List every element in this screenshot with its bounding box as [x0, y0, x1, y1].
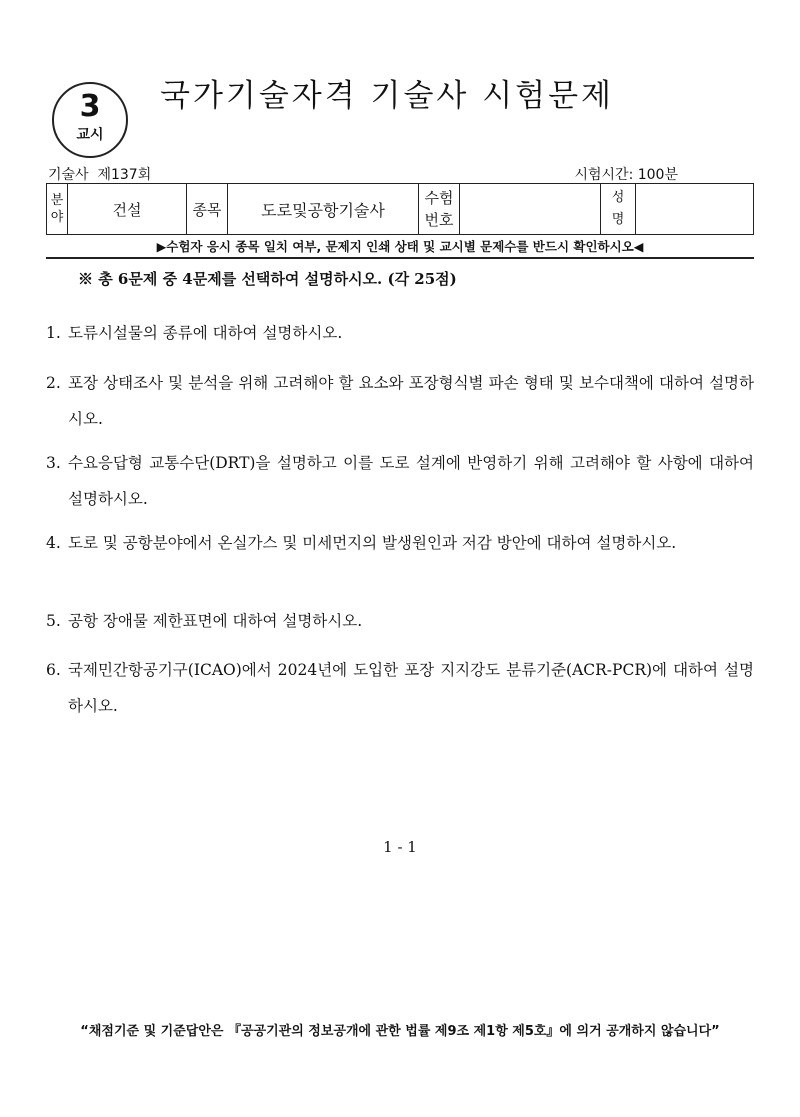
- name-label: 성 명: [601, 184, 636, 235]
- info-table: [46, 183, 754, 235]
- question-3: [46, 445, 754, 517]
- question-number: 6.: [46, 661, 61, 679]
- question-number: 1.: [46, 324, 61, 342]
- field-value: 건설: [68, 184, 187, 235]
- field-label: 분 야: [47, 184, 68, 235]
- footer-notice: “채점기준 및 기준답안은 『공공기관의 정보공개에 관한 법률 제9조 제1항 제5호』에 의거 공개하지 않습니다”: [80, 1024, 720, 1039]
- question-text: 수요응답형 교통수단(DRT)을 설명하고 이를 도로 설계에 반영하기 위해 고려해야 할 사항에 대하여 설명하시오.: [68, 454, 754, 508]
- category-value: 도로및공항기술사: [228, 184, 419, 235]
- exam-time: 시험시간: 100분: [574, 167, 678, 183]
- exam-name: 기술사 제137회: [48, 167, 152, 183]
- question-2: [46, 365, 754, 437]
- notice-text: ▶수험자 응시 종목 일치 여부, 문제지 인쇄 상태 및 교시별 문제수를 반드시 확인하시오◀: [156, 239, 644, 254]
- question-text: 도로 및 공항분야에서 온실가스 및 미세먼지의 발생원인과 저감 방안에 대하여 설명하시오.: [68, 534, 677, 552]
- question-text: 공항 장애물 제한표면에 대하여 설명하시오.: [68, 612, 363, 630]
- question-number: 3.: [46, 454, 61, 472]
- name-field[interactable]: [636, 184, 754, 235]
- question-text: 도류시설물의 종류에 대하여 설명하시오.: [68, 324, 343, 342]
- question-number: 4.: [46, 534, 61, 552]
- session-number: 3: [79, 89, 101, 124]
- page-number: 1 - 1: [383, 838, 417, 856]
- divider: [46, 257, 754, 259]
- question-5: [46, 603, 754, 639]
- exam-no-label: 수험 번호: [419, 184, 460, 235]
- session-badge: [52, 82, 128, 158]
- question-6: [46, 652, 754, 724]
- question-text: 포장 상태조사 및 분석을 위해 고려해야 할 요소와 포장형식별 파손 형태 및 보수대책에 대하여 설명하시오.: [68, 374, 754, 428]
- category-label: 종목: [187, 184, 228, 235]
- exam-no-field[interactable]: [460, 184, 601, 235]
- session-label: 교시: [76, 127, 104, 143]
- instruction-text: ※ 총 6문제 중 4문제를 선택하여 설명하시오. (각 25점): [78, 270, 457, 288]
- question-number: 2.: [46, 374, 61, 392]
- question-number: 5.: [46, 612, 61, 630]
- question-4: [46, 525, 754, 561]
- question-text: 국제민간항공기구(ICAO)에서 2024년에 도입한 포장 지지강도 분류기준(ACR-PCR)에 대하여 설명하시오.: [68, 661, 754, 715]
- question-1: [46, 315, 754, 351]
- page-title: 국가기술자격 기술사 시험문제: [160, 78, 615, 114]
